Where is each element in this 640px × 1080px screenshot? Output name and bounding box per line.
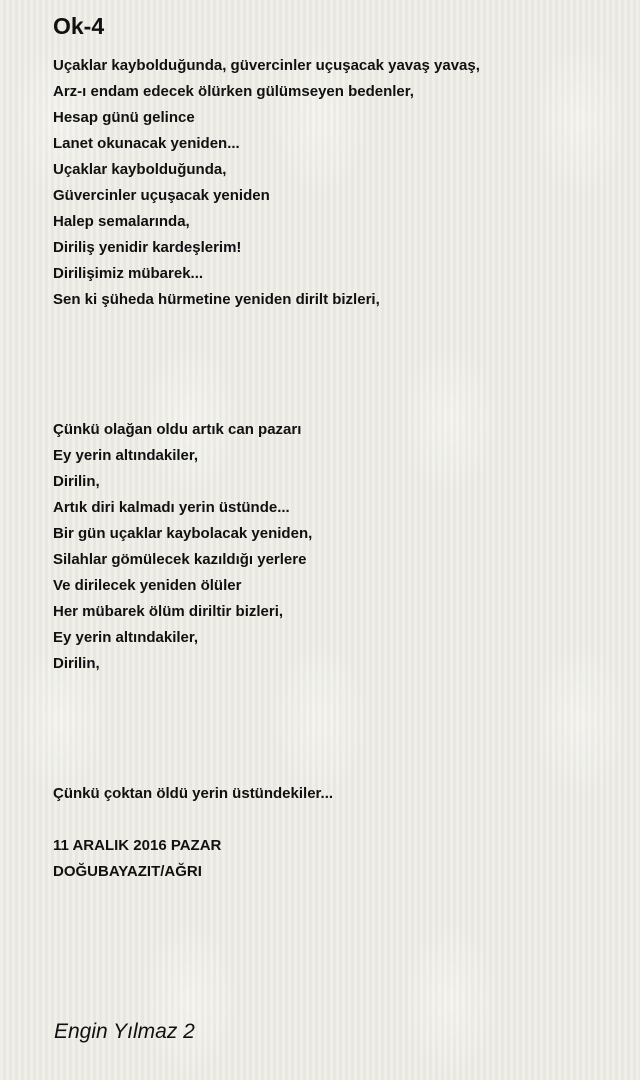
poem-title: Ok-4 [53,13,105,39]
poem-body [53,53,613,885]
poem-line: Çünkü olağan oldu artık can pazarı [53,421,302,438]
poem-line: Uçaklar kaybolduğunda, [53,161,227,178]
poem-line: Dirilin, [53,655,100,672]
poem-line: Güvercinler uçuşacak yeniden [53,187,270,204]
poem-line: Ey yerin altındakiler, [53,629,199,646]
poem-line: Silahlar gömülecek kazıldığı yerlere [53,551,307,568]
poem-line: Ey yerin altındakiler, [53,447,199,464]
poem-line: Arz-ı endam edecek ölürken gülümseyen bedenler, [53,83,414,100]
poem-author: Engin Yılmaz 2 [54,1020,195,1043]
poem-blank-line [53,729,613,755]
poem-line: Sen ki şüheda hürmetine yeniden dirilt bizleri, [53,291,380,308]
poem-line: Çünkü çoktan öldü yerin üstündekiler... [53,785,334,802]
poem-line: DOĞUBAYAZIT/AĞRI [53,863,202,880]
poem-blank-line [53,703,613,729]
poem-blank-line [53,807,613,833]
poem-blank-line [53,313,613,339]
poem-line: 11 ARALIK 2016 PAZAR [53,837,222,854]
poem-line: Halep semalarında, [53,213,190,230]
poem-blank-line [53,339,613,365]
poem-blank-line [53,755,613,781]
poem-line: Hesap günü gelince [53,109,195,126]
poem-line: Artık diri kalmadı yerin üstünde... [53,499,290,516]
poem-line: Her mübarek ölüm diriltir bizleri, [53,603,284,620]
poem-line: Uçaklar kaybolduğunda, güvercinler uçuşacak yavaş yavaş, [53,57,480,74]
poem-blank-line [53,677,613,703]
poem-line: Ve dirilecek yeniden ölüler [53,577,242,594]
poem-line: Diriliş yenidir kardeşlerim! [53,239,242,256]
poem-line: Dirilişimiz mübarek... [53,265,204,282]
poem-line: Lanet okunacak yeniden... [53,135,240,152]
poem-line: Dirilin, [53,473,100,490]
poem-blank-line [53,365,613,391]
poem-blank-line [53,391,613,417]
poem-line: Bir gün uçaklar kaybolacak yeniden, [53,525,313,542]
